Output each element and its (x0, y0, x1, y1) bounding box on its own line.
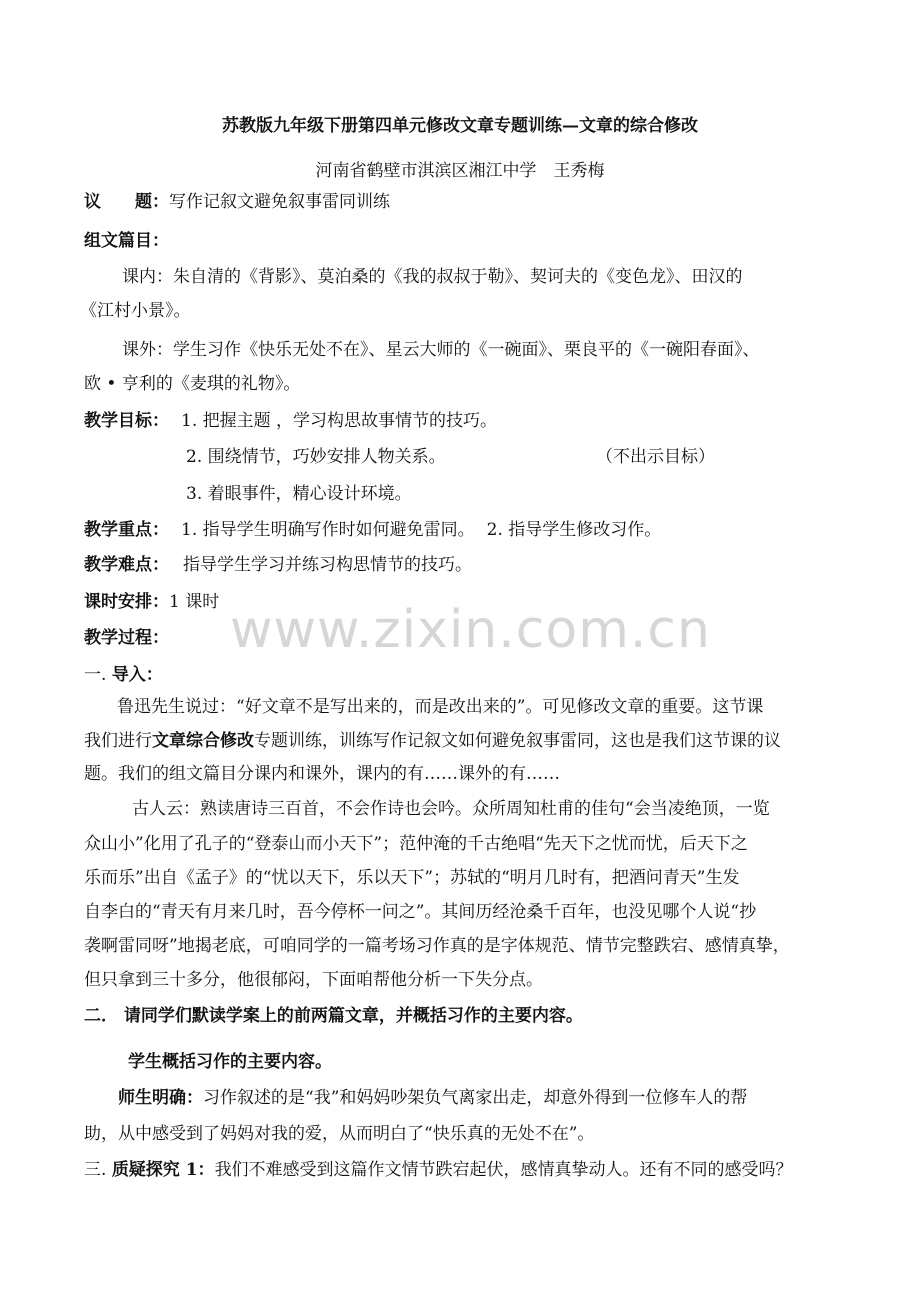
focus-label: 教学重点： (84, 520, 169, 540)
section-3-text: 我们不难感受到这篇作文情节跌宕起伏，感情真挚动人。还有不同的感受吗？ (214, 1160, 793, 1180)
section-3-number: 三. (84, 1160, 112, 1180)
para-1-emphasis: 文章综合修改 (152, 731, 254, 751)
articles-label: 组文篇目： (84, 231, 169, 251)
watermark: www.zixin.com.cn (230, 600, 711, 660)
difficulty-text: 指导学生学习并练习构思情节的技巧。 (183, 555, 472, 575)
difficulty-label: 教学难点： (84, 555, 169, 575)
para-1-line-2-a: 我们进行 (84, 731, 152, 751)
focus-1: 1. 指导学生明确写作时如何避免雷同。 (181, 520, 475, 540)
clarify-line-2: 助，从中感受到了妈妈对我的爱，从而明白了“快乐真的无处不在”。 (84, 1124, 595, 1144)
para-2-line-2: 众山小”化用了孔子的“登泰山而小天下”；范仲淹的千古绝唱“先天下之忧而忧，后天下之 (84, 834, 748, 854)
out-class-line-1: 课外：学生习作《快乐无处不在》、星云大师的《一碗面》、栗良平的《一碗阳春面》、 (122, 340, 760, 360)
para-2-line-4: 自李白的“青天有月来几时，吾今停杯一问之”。其间历经沧桑千百年，也没见哪个人说“抄 (84, 902, 757, 922)
topic-line (84, 190, 844, 214)
process-label: 教学过程： (84, 628, 169, 648)
focus-2: 2. 指导学生修改习作。 (486, 520, 662, 540)
section-3-line (84, 1158, 844, 1182)
in-class-line-2: 《江村小景》。 (80, 301, 191, 321)
difficulty-line (84, 553, 844, 577)
para-2-line-1: 古人云：熟读唐诗三百首，不会作诗也会吟。众所周知杜甫的佳句“会当凌绝顶，一览 (132, 799, 770, 819)
topic-label: 议 题： (84, 192, 169, 212)
section-1-title: 导入： (111, 665, 163, 685)
goal-2: 2. 围绕情节，巧妙安排人物关系。 (186, 447, 446, 467)
para-1-line-3: 题。我们的组文篇目分课内和课外，课内的有……课外的有…… (84, 764, 560, 784)
clarify-line-1 (84, 1086, 878, 1110)
para-2-line-6: 但只拿到三十多分，他很郁闷，下面咱帮他分析一下失分点。 (84, 970, 543, 990)
doc-title: 苏教版九年级下册第四单元修改文章专题训练—文章的综合修改 (222, 116, 698, 136)
focus-line (84, 518, 844, 542)
section-1-number: 一. (84, 665, 112, 685)
goal-1: 1. 把握主题 ，学习构思故事情节的技巧。 (181, 411, 498, 431)
goal-note: （不出示目标） (596, 447, 715, 467)
topic-text: 写作记叙文避免叙事雷同训练 (169, 192, 390, 212)
clarify-label: 师生明确： (118, 1088, 203, 1108)
section-3-label: 质疑探究 1： (111, 1160, 215, 1180)
schedule-label: 课时安排： (84, 592, 169, 612)
para-2-line-3: 乐而乐”出自《孟子》的“忧以天下，乐以天下”；苏轼的“明月几时有，把酒问青天”生发 (84, 868, 740, 888)
doc-author: 河南省鹤壁市淇滨区湘江中学 王秀梅 (315, 161, 605, 181)
section-2-sub: 学生概括习作的主要内容。 (128, 1052, 332, 1072)
goal-3: 3. 着眼事件，精心设计环境。 (186, 484, 412, 504)
in-class-line-1: 课内：朱自清的《背影》、莫泊桑的《我的叔叔于勒》、契诃夫的《变色龙》、田汉的 (122, 267, 743, 287)
para-1-line-1: 鲁迅先生说过：“好文章不是写出来的，而是改出来的”。可见修改文章的重要。这节课 (117, 697, 764, 717)
goals-label: 教学目标： (84, 411, 169, 431)
out-class-line-2: 欧 • 亨利的《麦琪的礼物》。 (84, 374, 301, 394)
section-1-heading (84, 663, 844, 687)
section-2-heading: 二． 请同学们默读学案上的前两篇文章，并概括习作的主要内容。 (84, 1006, 583, 1026)
para-1-line-2 (84, 729, 844, 753)
para-1-line-2-c: 专题训练，训练写作记叙文如何避免叙事雷同，这也是我们这节课的议 (254, 731, 781, 751)
clarify-text-1: 习作叙述的是“我”和妈妈吵架负气离家出走，却意外得到一位修车人的帮 (203, 1088, 748, 1108)
goals-line-1 (84, 409, 844, 433)
schedule-text: 1 课时 (169, 592, 220, 612)
goals-line-2 (186, 445, 920, 469)
para-2-line-5: 袭啊雷同呀”地揭老底，可咱同学的一篇考场习作真的是字体规范、情节完整跌宕、感情真挚， (84, 936, 790, 956)
